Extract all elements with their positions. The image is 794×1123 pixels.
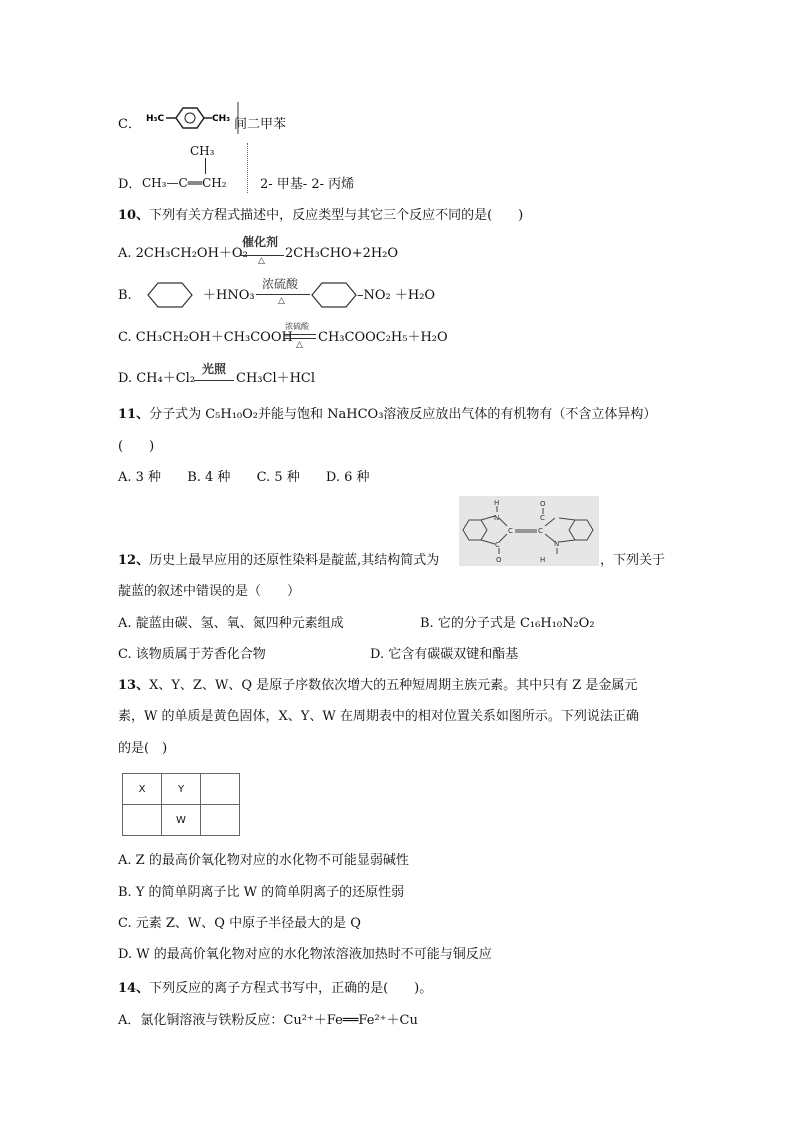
indigo-label-c1: C	[508, 527, 513, 535]
indigo-label-n2: N	[554, 540, 560, 548]
q13-stem-line2: 素，W 的单质是黄色固体，X、Y、W 在周期表中的相对位置关系如图所示。下列说法正确	[118, 709, 639, 724]
grid-cell: X	[123, 774, 162, 805]
svg-text:CH₃: CH₃	[212, 114, 231, 124]
q12-option-d: D. 它含有碳碳双键和酯基	[370, 647, 519, 662]
q10-option-d: D. CH₄＋Cl₂	[118, 371, 196, 386]
indigo-structure	[459, 496, 599, 566]
q11-paren: ( )	[118, 439, 155, 454]
indigo-label-h2: H	[540, 556, 546, 564]
periodic-table-fragment	[122, 773, 240, 836]
q10-c-catalyst: 浓硫酸	[285, 322, 309, 331]
q12-stem-line1: 12、历史上最早应用的还原性染料是靛蓝,其结构简式为	[118, 553, 440, 568]
q11-option-d: D. 6 种	[325, 470, 370, 485]
q12-option-c: C. 该物质属于芳香化合物	[118, 647, 266, 662]
q10-b-products: –NO₂ ＋H₂O	[357, 288, 436, 303]
q10-stem: 10、下列有关方程式描述中，反应类型与其它三个反应不同的是( )	[118, 208, 524, 223]
q10-a-products: 2CH₃CHO+2H₂O	[285, 246, 399, 261]
indigo-label-c2: C	[495, 541, 500, 549]
grid-cell	[123, 805, 162, 836]
q10-c-products: CH₃COOC₂H₅＋H₂O	[318, 330, 448, 345]
q10-a-catalyst: 催化剂	[242, 235, 279, 249]
q10-c-heat: △	[296, 340, 303, 350]
indigo-label-n1: N	[494, 514, 500, 522]
q13-option-d: D. W 的最高价氧化物对应的水化物浓溶液加热时不可能与铜反应	[118, 947, 492, 962]
q11-option-b: B. 4 种	[187, 470, 231, 485]
grid-cell	[201, 774, 240, 805]
q12-stem-line2: 靛蓝的叙述中错误的是（ ）	[118, 584, 301, 599]
q11-stem: 11、分子式为 C₅H₁₀O₂并能与饱和 NaHCO₃溶液反应放出气体的有机物有（不含立体异构）	[118, 407, 657, 422]
indigo-label-o1: O	[496, 556, 502, 564]
benzene-ring-icon	[146, 281, 196, 309]
q10-d-light: 光照	[202, 362, 227, 376]
q10-d-products: CH₃Cl＋HCl	[236, 371, 316, 386]
q9-d-name: 2- 甲基- 2- 丙烯	[260, 177, 355, 192]
q9-option-d-label: D．	[118, 177, 142, 192]
q10-b-arrow	[256, 294, 310, 295]
q11-option-a: A. 3 种	[118, 470, 162, 485]
q10-c-arrow-forward	[284, 334, 316, 335]
q10-b-reagent: ＋HNO₃	[203, 288, 255, 303]
q12-option-a: A. 靛蓝由碳、氢、氧、氮四种元素组成	[118, 616, 344, 631]
q9-c-name: 间二甲苯	[234, 117, 287, 132]
q10-b-heat: △	[278, 296, 285, 306]
q10-option-b-label: B.	[118, 288, 132, 303]
q12-stem-tail: ，下列关于	[600, 553, 666, 568]
indigo-label-o2: O	[540, 500, 546, 508]
svg-text:H₃C: H₃C	[146, 114, 165, 124]
q11-options	[118, 469, 370, 487]
q9-d-methyl: CH₃	[190, 144, 215, 158]
q11-option-c: C. 5 种	[256, 470, 300, 485]
q13-stem-line1: 13、X、Y、Z、W、Q 是原子序数依次增大的五种短周期主族元素。其中只有 Z 是金属元	[118, 678, 638, 693]
q9-option-c: C．	[118, 117, 141, 132]
q13-option-b: B. Y 的简单阴离子比 W 的简单阴离子的还原性弱	[118, 885, 405, 900]
indigo-label-c4: C	[538, 527, 543, 535]
indigo-label-h1: H	[494, 499, 500, 507]
q14-option-a: A．氯化铜溶液与铁粉反应：Cu²⁺＋Fe══Fe²⁺＋Cu	[118, 1013, 418, 1028]
grid-cell: W	[162, 805, 201, 836]
q13-option-c: C. 元素 Z、W、Q 中原子半径最大的是 Q	[118, 916, 361, 931]
indigo-label-c3: C	[540, 514, 545, 522]
q10-c-arrow-reverse	[284, 338, 316, 339]
q9-d-bond	[205, 158, 206, 174]
q9-d-divider	[247, 143, 248, 193]
grid-cell: Y	[162, 774, 201, 805]
grid-cell	[201, 805, 240, 836]
q10-b-catalyst: 浓硫酸	[262, 277, 299, 291]
p-xylene-structure	[142, 100, 242, 134]
q10-option-c: C. CH₃CH₂OH＋CH₃COOH	[118, 330, 293, 345]
q9-d-chain: CH₃—C══CH₂	[142, 176, 227, 190]
q13-option-a: A. Z 的最高价氧化物对应的水化物不可能显弱碱性	[118, 853, 409, 868]
q13-stem-line3: 的是( )	[118, 741, 168, 756]
q10-option-a: A. 2CH₃CH₂OH＋O₂	[118, 246, 248, 261]
q12-option-b: B. 它的分子式是 C₁₆H₁₀N₂O₂	[420, 616, 595, 631]
q10-d-arrow	[194, 380, 234, 381]
q10-a-heat: △	[258, 256, 265, 266]
nitrobenzene-ring-icon	[310, 281, 360, 309]
q14-stem: 14、下列反应的离子方程式书写中，正确的是( )。	[118, 981, 433, 996]
